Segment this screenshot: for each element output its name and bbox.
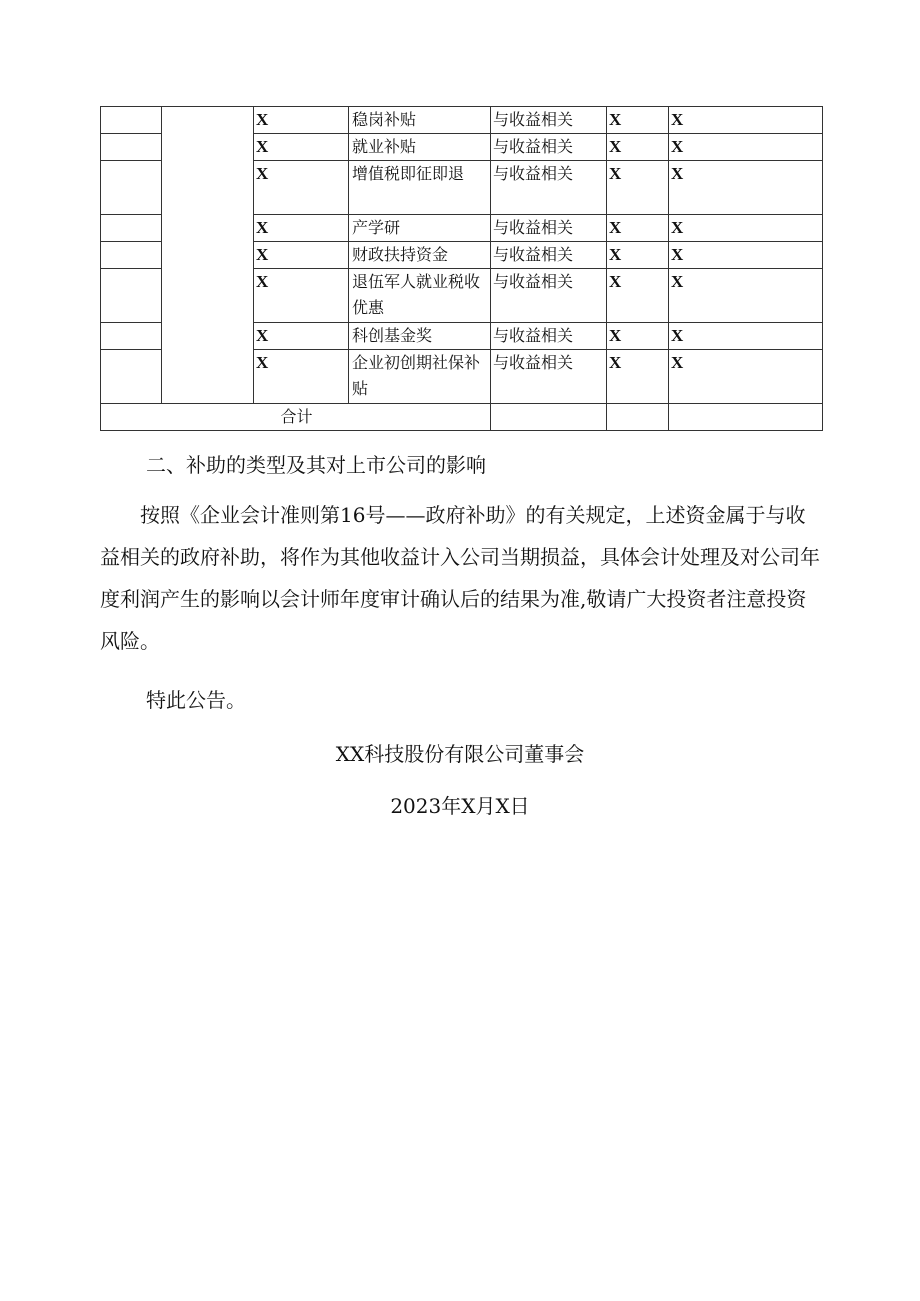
- subsidy-type-cell: 与收益相关: [491, 350, 607, 404]
- subsidy-name-cell: 增值税即征即退: [349, 161, 491, 215]
- blank-cell: [101, 107, 162, 134]
- subsidy-name-cell: 财政扶持资金: [349, 242, 491, 269]
- subsidy-type-cell: 与收益相关: [491, 107, 607, 134]
- mark-cell: X: [607, 269, 669, 323]
- mark-cell: X: [669, 242, 823, 269]
- subsidy-name-cell: 稳岗补贴: [349, 107, 491, 134]
- mark-cell: X: [669, 350, 823, 404]
- mark-cell: X: [254, 161, 349, 215]
- subsidy-type-cell: 与收益相关: [491, 161, 607, 215]
- blank-cell: [101, 161, 162, 215]
- total-row: [101, 404, 823, 431]
- blank-cell: [101, 323, 162, 350]
- mark-cell: X: [254, 242, 349, 269]
- section-heading: 二、补助的类型及其对上市公司的影响: [146, 453, 486, 477]
- mark-cell: X: [254, 107, 349, 134]
- mark-cell: X: [254, 215, 349, 242]
- blank-cell: [101, 269, 162, 323]
- mark-cell: X: [607, 134, 669, 161]
- subsidy-name-cell: 退伍军人就业税收优惠: [349, 269, 491, 323]
- mark-cell: X: [607, 161, 669, 215]
- mark-cell: X: [607, 323, 669, 350]
- blank-cell: [101, 134, 162, 161]
- body-paragraph: 按照《企业会计准则第16号——政府补助》的有关规定，上述资金属于与收益相关的政府补助，将作为其他收益计入公司当期损益，具体会计处理及对公司年度利润产生的影响以会计师年度审计确认后的结果为准,敬请广大投资者注意投资风险。: [100, 503, 820, 653]
- mark-cell: X: [254, 134, 349, 161]
- mark-cell: X: [607, 215, 669, 242]
- mark-cell: X: [669, 323, 823, 350]
- subsidy-table: [100, 106, 823, 431]
- mark-cell: X: [607, 107, 669, 134]
- subsidy-name-cell: 企业初创期社保补贴: [349, 350, 491, 404]
- subsidy-name-cell: 就业补贴: [349, 134, 491, 161]
- total-label: 合计: [101, 404, 491, 431]
- subsidy-type-cell: 与收益相关: [491, 215, 607, 242]
- subsidy-name-cell: 产学研: [349, 215, 491, 242]
- table-row: [101, 107, 823, 134]
- subsidy-type-cell: 与收益相关: [491, 269, 607, 323]
- mark-cell: X: [607, 350, 669, 404]
- subsidy-type-cell: 与收益相关: [491, 323, 607, 350]
- blank-cell: [101, 242, 162, 269]
- subsidy-type-cell: 与收益相关: [491, 242, 607, 269]
- mark-cell: X: [254, 323, 349, 350]
- total-mark-cell: [669, 404, 823, 431]
- mark-cell: X: [669, 269, 823, 323]
- merged-blank-cell: [162, 107, 254, 404]
- mark-cell: X: [254, 350, 349, 404]
- mark-cell: X: [607, 242, 669, 269]
- subsidy-table-body: [101, 107, 823, 431]
- signature-date: 2023年X月X日: [390, 794, 530, 818]
- blank-cell: [101, 350, 162, 404]
- mark-cell: X: [669, 107, 823, 134]
- subsidy-type-cell: 与收益相关: [491, 134, 607, 161]
- subsidy-name-cell: 科创基金奖: [349, 323, 491, 350]
- blank-cell: [101, 215, 162, 242]
- signature-company: XX科技股份有限公司董事会: [335, 742, 585, 766]
- total-mark-cell: [607, 404, 669, 431]
- mark-cell: X: [669, 161, 823, 215]
- mark-cell: X: [669, 134, 823, 161]
- mark-cell: X: [254, 269, 349, 323]
- total-type-cell: [491, 404, 607, 431]
- mark-cell: X: [669, 215, 823, 242]
- closing-text: 特此公告。: [146, 688, 246, 712]
